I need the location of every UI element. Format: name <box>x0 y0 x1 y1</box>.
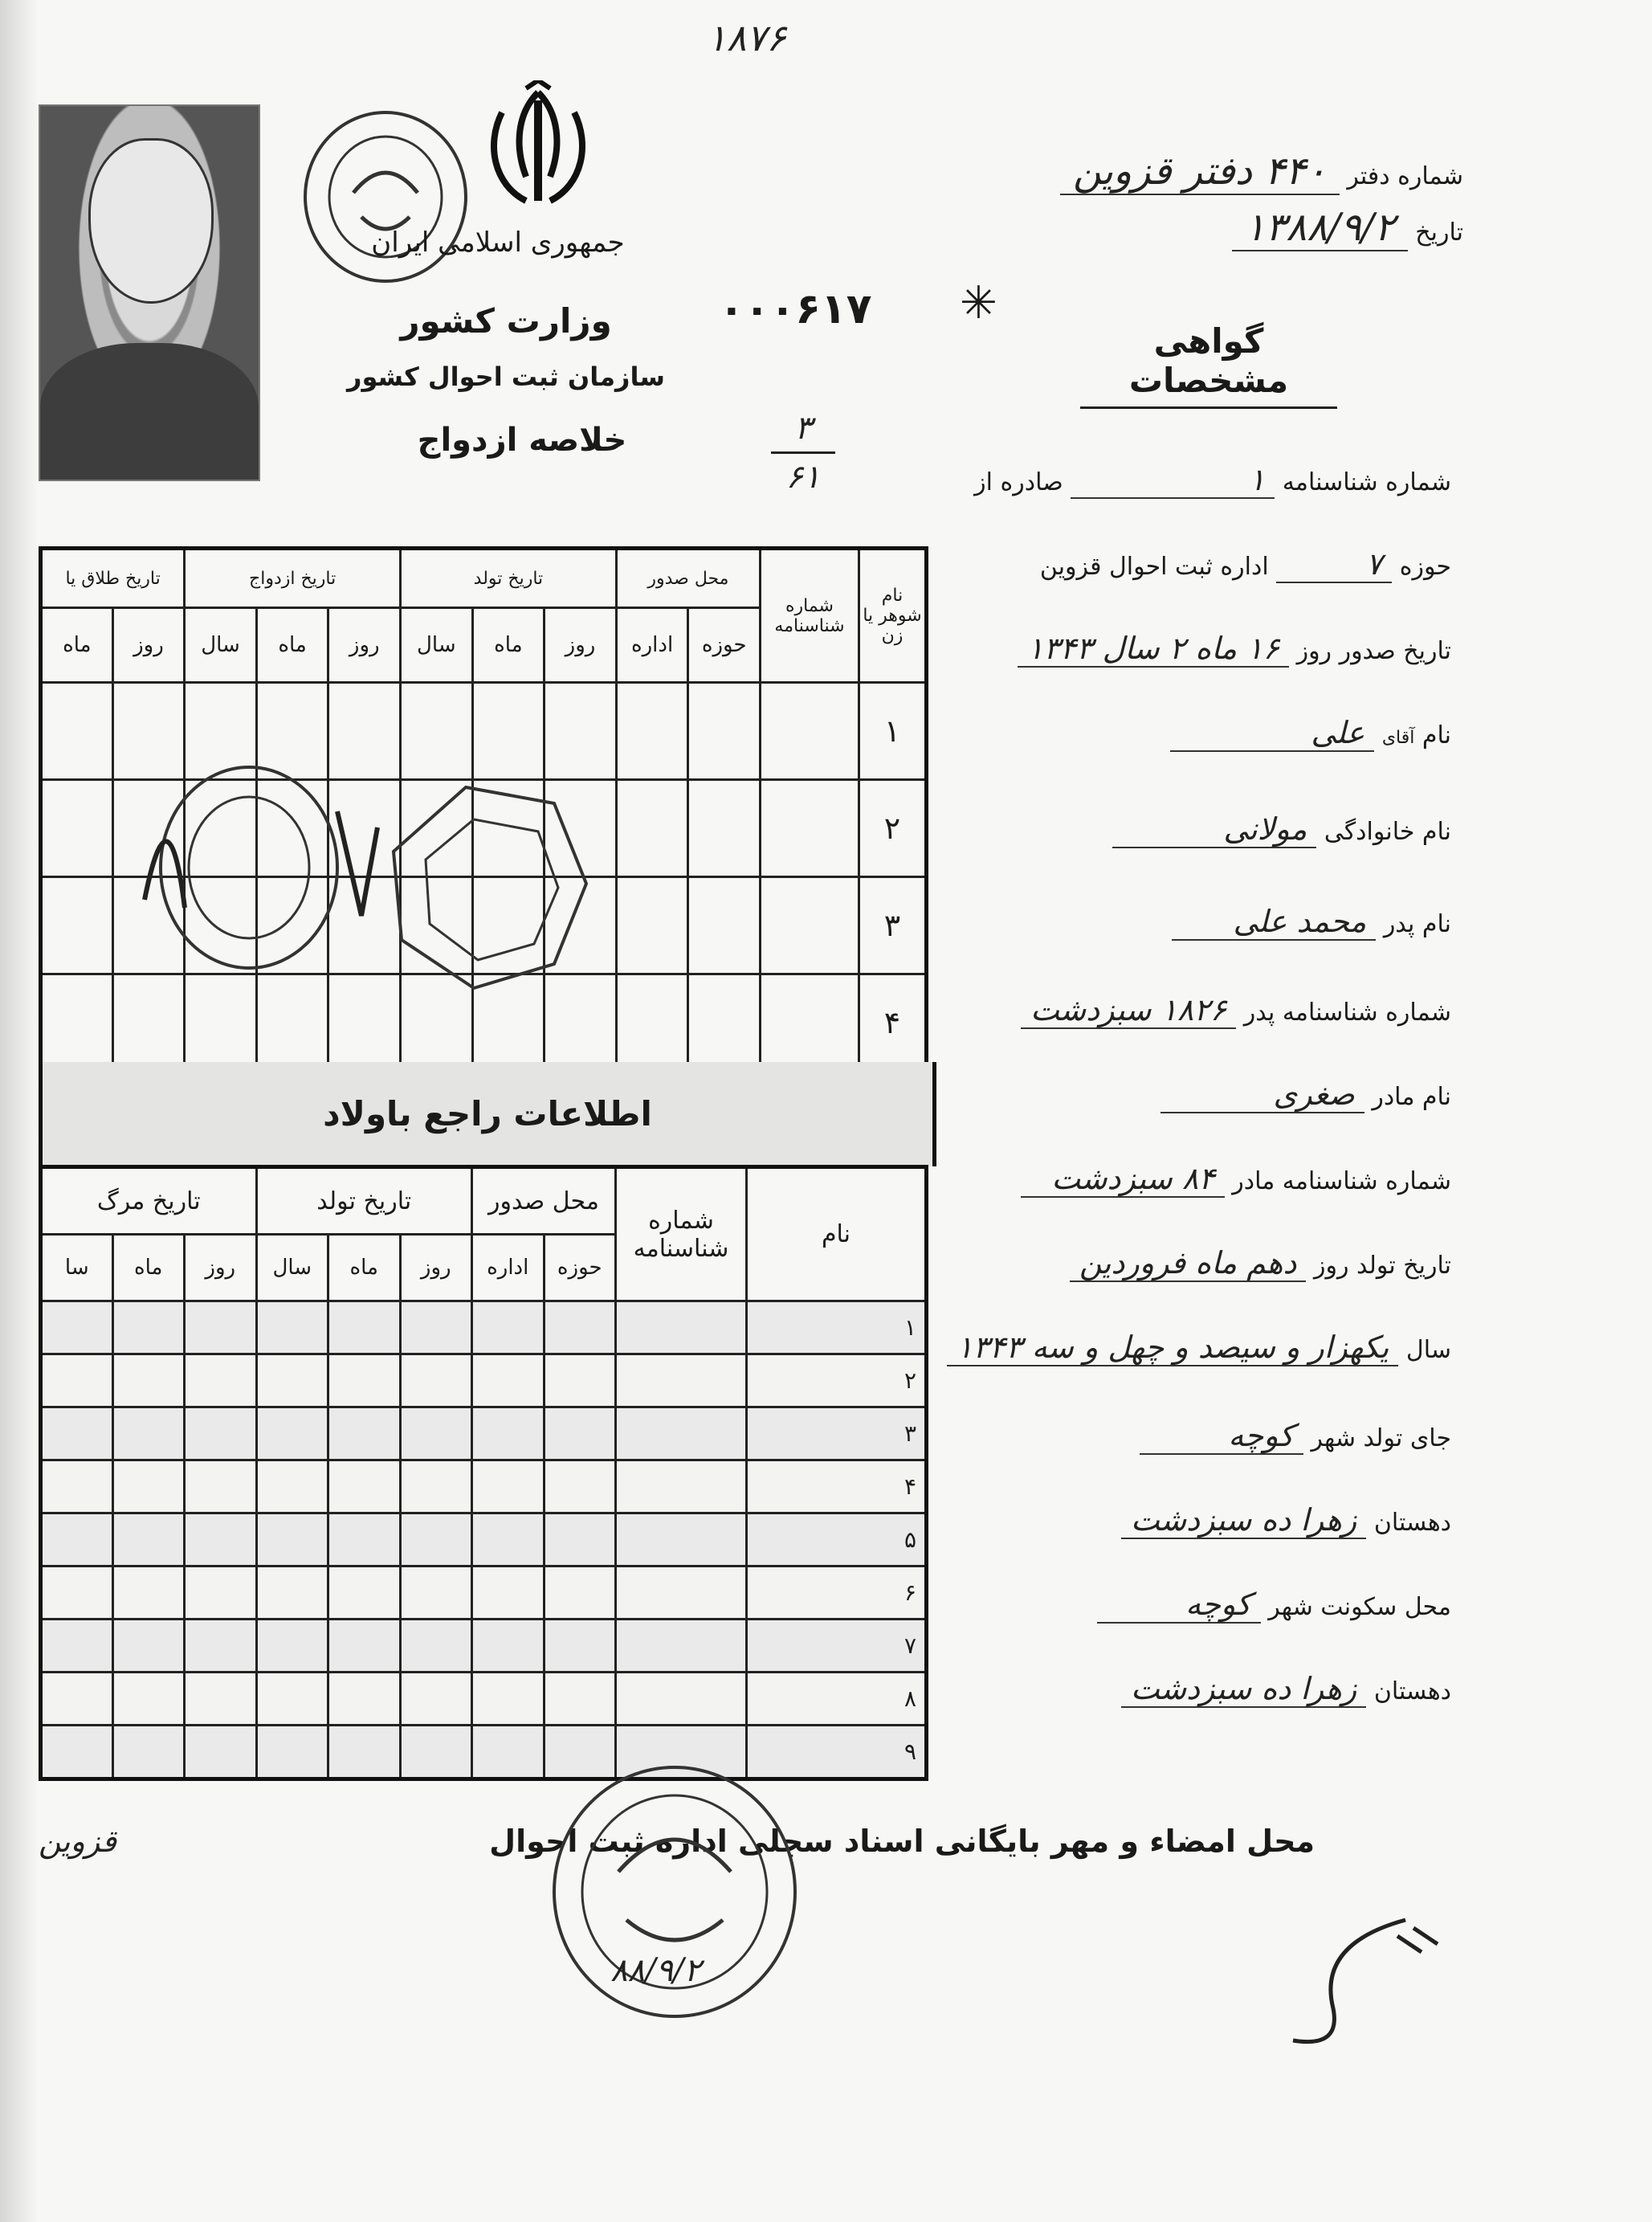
field-value: ۸۴ سبزدشت <box>1021 1161 1225 1198</box>
field-value: دهم ماه فروردین <box>1070 1245 1307 1282</box>
row-number: ۴ <box>747 1460 927 1513</box>
registry-book-value: ۴۴۰ دفتر قزوین <box>1060 149 1340 195</box>
row-number: ۵ <box>747 1513 927 1566</box>
table-row <box>41 1460 927 1513</box>
field-label: نام مادر <box>1372 1083 1451 1111</box>
republic-title: جمهوری اسلامی ایران <box>371 227 625 259</box>
col-marriage-date: تاریخ ازدواج <box>185 549 401 608</box>
subheader: ماه <box>256 608 328 683</box>
col-spouse-id: شماره شناسنامه <box>761 549 859 683</box>
field-first-name <box>1170 715 1451 752</box>
col-child-death-date: تاریخ مرگ <box>41 1167 257 1235</box>
subheader: روز <box>545 608 617 683</box>
col-issue-place: محل صدور <box>616 549 760 608</box>
subheader: حوزه <box>544 1235 616 1301</box>
row-number: ۱ <box>747 1301 927 1354</box>
row-number: ۸ <box>747 1673 927 1726</box>
document-type: خلاصه ازدواج <box>417 422 627 459</box>
row-number: ۳ <box>859 877 927 974</box>
field-value: ۱۶ ماه ۲ سال ۱۳۴۳ <box>1018 631 1289 668</box>
asterisk-mark: ✳ <box>960 277 997 329</box>
round-stamp-top <box>297 104 474 289</box>
field-birth-village <box>1121 1502 1451 1539</box>
registry-date-value: ۱۳۸۸/۹/۲ <box>1232 205 1408 251</box>
table-row <box>41 1301 927 1354</box>
col-child-birth-date: تاریخ تولد <box>256 1167 472 1235</box>
subheader: سال <box>185 608 257 683</box>
field-label: نام پدر <box>1383 910 1451 938</box>
photo-face <box>88 138 214 304</box>
field-label: شماره شناسنامه <box>1282 468 1451 496</box>
subheader: ماه <box>328 1235 401 1301</box>
field-residence-village <box>1121 1671 1451 1708</box>
children-table <box>39 1165 928 1781</box>
field-label: نام خانوادگی <box>1324 818 1451 846</box>
registry-date-row <box>1232 205 1463 250</box>
field-birth-year <box>947 1330 1451 1366</box>
organization-title: سازمان ثبت احوال کشور <box>347 361 665 392</box>
table-row <box>41 1354 927 1407</box>
field-value: محمد علی <box>1172 904 1376 941</box>
field-value: علی <box>1170 715 1374 752</box>
field-value: ۷ <box>1276 546 1392 583</box>
field-value: مولانی <box>1112 811 1316 848</box>
field-label: شماره شناسنامه پدر <box>1243 999 1451 1027</box>
field-father-name <box>1172 904 1451 941</box>
field-value: کوچه <box>1140 1418 1303 1455</box>
field-label: تاریخ تولد روز <box>1314 1252 1451 1280</box>
field-mother-name <box>1160 1076 1451 1113</box>
field-id-number <box>974 462 1451 499</box>
holder-photo <box>39 104 260 481</box>
scan-edge-shadow <box>0 0 39 2222</box>
col-spouse-name: نام شوهر یا زن <box>859 549 927 683</box>
field-label: حوزه <box>1399 553 1451 581</box>
signature-city: قزوین <box>39 1824 116 1859</box>
ministry-title: وزارت کشور <box>400 301 612 341</box>
children-table-header-groups <box>41 1167 927 1235</box>
top-handwritten-number: ۱۸۷۶ <box>707 16 786 59</box>
field-label: جای تولد شهر <box>1311 1424 1451 1452</box>
field-label: سال <box>1405 1336 1451 1364</box>
row-number: ۱ <box>859 683 927 780</box>
table-row <box>41 1407 927 1460</box>
field-value: کوچه <box>1097 1587 1261 1624</box>
subheader: حوزه <box>688 608 761 683</box>
field-prefix-note: آقای <box>1381 728 1415 748</box>
row-number: ۳ <box>747 1407 927 1460</box>
table-row <box>41 1620 927 1673</box>
col-child-id: شماره شناسنامه <box>616 1167 747 1301</box>
field-value: زهرا ده سبزدشت <box>1121 1671 1366 1708</box>
col-divorce-date: تاریخ طلاق یا <box>41 549 185 608</box>
field-residence-city <box>1097 1587 1451 1624</box>
table-row <box>41 1673 927 1726</box>
col-child-name: نام <box>747 1167 927 1301</box>
iran-emblem-icon <box>470 80 606 217</box>
children-info-bar: اطلاعات راجع باولاد <box>39 1062 936 1166</box>
void-stamps <box>137 755 634 1028</box>
row-number: ۶ <box>747 1566 927 1620</box>
col-child-issue-place: محل صدور <box>472 1167 616 1235</box>
field-birth-date <box>1070 1245 1451 1282</box>
field-value: ۱۸۲۶ سبزدشت <box>1021 992 1236 1029</box>
field-birth-city <box>1140 1418 1451 1455</box>
field-value: ۱ <box>1071 462 1275 499</box>
row-number: ۹ <box>747 1726 927 1779</box>
field-last-name <box>1112 811 1451 848</box>
field-value: یکهزار و سیصد و چهل و سه ۱۳۴۳ <box>947 1330 1398 1366</box>
field-issue-date <box>1018 631 1451 668</box>
spouse-table-header-groups <box>41 549 927 608</box>
row-number: ۲ <box>747 1354 927 1407</box>
subheader: روز <box>112 608 185 683</box>
fraction-number <box>771 410 835 496</box>
photo-shoulders <box>40 343 259 480</box>
field-label: نام <box>1422 721 1451 750</box>
table-row <box>41 1513 927 1566</box>
fraction-bottom: ۶۱ <box>785 459 821 496</box>
subheader: روز <box>185 1235 257 1301</box>
field-value: زهرا ده سبزدشت <box>1121 1502 1366 1539</box>
registry-book-label: شماره دفتر <box>1347 162 1463 190</box>
registry-date-label: تاریخ <box>1415 219 1463 247</box>
row-number: ۲ <box>859 780 927 877</box>
field-label: شماره شناسنامه مادر <box>1232 1167 1451 1195</box>
row-number: ۴ <box>859 974 927 1072</box>
field-label: دهستان <box>1373 1509 1451 1537</box>
subheader: ماه <box>472 608 545 683</box>
field-father-id <box>1021 992 1451 1029</box>
document-serial-number: ۰۰۰۶۱۷ <box>719 285 872 333</box>
field-suffix: صادره از <box>974 468 1063 496</box>
subheader: روز <box>400 1235 472 1301</box>
col-birth-date: تاریخ تولد <box>401 549 617 608</box>
fraction-line <box>771 451 835 454</box>
field-district <box>1040 546 1451 583</box>
subheader: ماه <box>41 608 113 683</box>
field-label: دهستان <box>1373 1677 1451 1705</box>
registry-book-row <box>1060 149 1463 194</box>
field-value: صغری <box>1160 1076 1364 1113</box>
table-row <box>41 1566 927 1620</box>
certificate-title: گواهی مشخصات <box>1080 321 1337 409</box>
subheader: سال <box>256 1235 328 1301</box>
handwritten-signature <box>1285 1912 1446 2057</box>
subheader: ماه <box>112 1235 185 1301</box>
row-number: ۷ <box>747 1620 927 1673</box>
signature-place-text: محل امضاء و مهر بایگانی اسناد سجلی اداره ثبت احوال <box>489 1824 1315 1859</box>
field-label: محل سکونت شهر <box>1268 1593 1451 1621</box>
field-label: تاریخ صدور روز <box>1296 637 1451 665</box>
field-suffix: اداره ثبت احوال قزوین <box>1039 553 1269 581</box>
subheader: روز <box>328 608 401 683</box>
subheader: اداره <box>616 608 688 683</box>
subheader: اداره <box>472 1235 545 1301</box>
fraction-top: ۳ <box>794 410 812 447</box>
field-mother-id <box>1021 1161 1451 1198</box>
signature-date: ۸۸/۹/۲ <box>610 1952 701 1989</box>
subheader: سا <box>41 1235 113 1301</box>
subheader: سال <box>401 608 473 683</box>
